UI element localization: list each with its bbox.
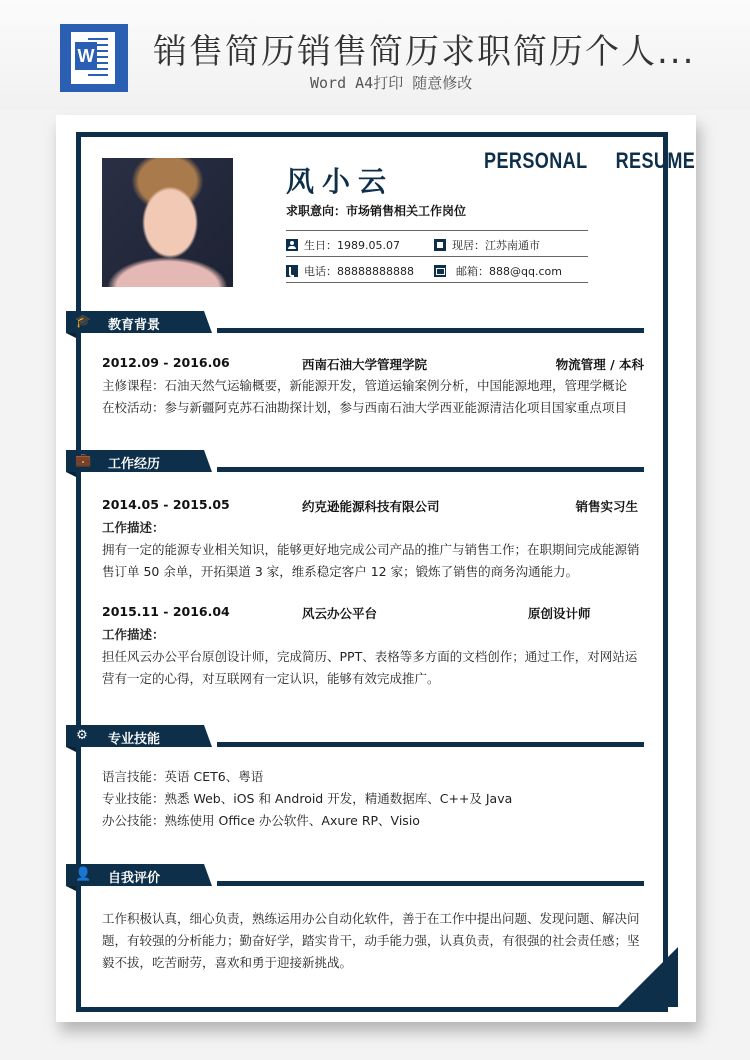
section-title: 专业技能 (108, 732, 161, 747)
skill-office: 办公技能：熟练使用 Office 办公软件、Axure RP、Visio (102, 813, 420, 828)
person-icon: 👤 (75, 867, 92, 882)
person-icon (286, 239, 298, 251)
job-desc-label: 工作描述： (102, 520, 165, 535)
birthday-text: 生日：1989.05.07 (304, 239, 400, 252)
edu-courses: 主修课程：石油天然气运输概要，新能源开发，管道运输案例分析，中国能源地理，管理学概论 (102, 378, 628, 393)
mail-icon (434, 265, 446, 277)
job-role: 原创设计师 (528, 606, 591, 621)
phone-text: 电话：88888888888 (304, 265, 414, 278)
profile-photo (102, 158, 233, 287)
phone-icon (286, 265, 298, 277)
skill-professional: 专业技能：熟悉 Web、iOS 和 Android 开发，精通数据库、C++及 Java (102, 791, 513, 806)
candidate-name: 风小云 (286, 165, 395, 198)
briefcase-icon: 💼 (75, 453, 92, 468)
document-subtitle: Word A4打印 随意修改 (310, 74, 473, 92)
job-company: 风云办公平台 (302, 606, 378, 621)
self-evaluation-content (102, 908, 644, 974)
graduation-cap-icon: 🎓 (75, 314, 92, 329)
word-icon: W (60, 24, 128, 92)
preview-banner (0, 0, 750, 110)
document-title: 销售简历销售简历求职简历个人... (153, 32, 696, 72)
self-evaluation-text: 工作积极认真，细心负责，熟练运用办公自动化软件，善于在工作中提出问题、发现问题、解决问题，有较强的分析能力；勤奋好学，踏实肯干，动手能力强，认真负责，有很强的社会责任感；坚毅不拔，吃苦耐劳，喜欢和勇于迎接新挑战。 (102, 911, 640, 970)
phone (286, 263, 414, 279)
building-icon (434, 239, 446, 251)
residence (434, 237, 540, 253)
section-title: 工作经历 (108, 457, 161, 472)
job-desc-label: 工作描述： (102, 627, 165, 642)
job-intent: 求职意向：市场销售相关工作岗位 (286, 204, 467, 218)
job-role: 销售实习生 (575, 499, 638, 514)
brand-heading (484, 148, 695, 174)
brand-resume: RESUME (615, 148, 696, 173)
gear-icon: ⚙ (76, 728, 88, 743)
residence-text: 现居：江苏南通市 (452, 239, 540, 252)
job-period: 2015.11 - 2016.04 (102, 604, 230, 619)
email-text: 邮箱：888@qq.com (456, 265, 562, 278)
brand-personal: PERSONAL (484, 148, 588, 173)
section-skills-header (66, 725, 646, 753)
edu-activities: 在校活动：参与新疆阿克苏石油勘探计划，参与西南石油大学西亚能源清洁化项目国家重点项目 (102, 400, 628, 415)
section-education-header (66, 311, 646, 339)
email (434, 263, 562, 279)
skills-content (102, 766, 644, 832)
resume-page (56, 115, 696, 1022)
work-job-2 (102, 604, 644, 690)
job-company: 约克逊能源科技有限公司 (302, 499, 440, 514)
section-self-header (66, 864, 646, 892)
job-desc: 担任风云办公平台原创设计师，完成简历、PPT、表格等多方面的文档创作；通过工作，对网站运营有一定的心得，对互联网有一定认识，能够有效完成推广。 (102, 649, 638, 686)
birthday (286, 237, 400, 253)
section-title: 教育背景 (108, 318, 161, 333)
skill-language: 语言技能：英语 CET6、粤语 (102, 769, 264, 784)
work-job-1 (102, 497, 644, 583)
edu-period: 2012.09 - 2016.06 (102, 355, 230, 370)
contact-info (286, 230, 588, 283)
job-period: 2014.05 - 2015.05 (102, 497, 230, 512)
edu-school: 西南石油大学管理学院 (302, 357, 428, 372)
education-content (102, 355, 644, 419)
job-desc: 拥有一定的能源专业相关知识，能够更好地完成公司产品的推广与销售工作；在职期间完成能源销售订单 50 余单，开拓渠道 3 家，维系稳定客户 12 家；锻炼了销售的商务沟通能力。 (102, 542, 640, 579)
edu-major: 物流管理 / 本科 (555, 357, 644, 372)
section-title: 自我评价 (108, 871, 161, 886)
section-work-header (66, 450, 646, 478)
